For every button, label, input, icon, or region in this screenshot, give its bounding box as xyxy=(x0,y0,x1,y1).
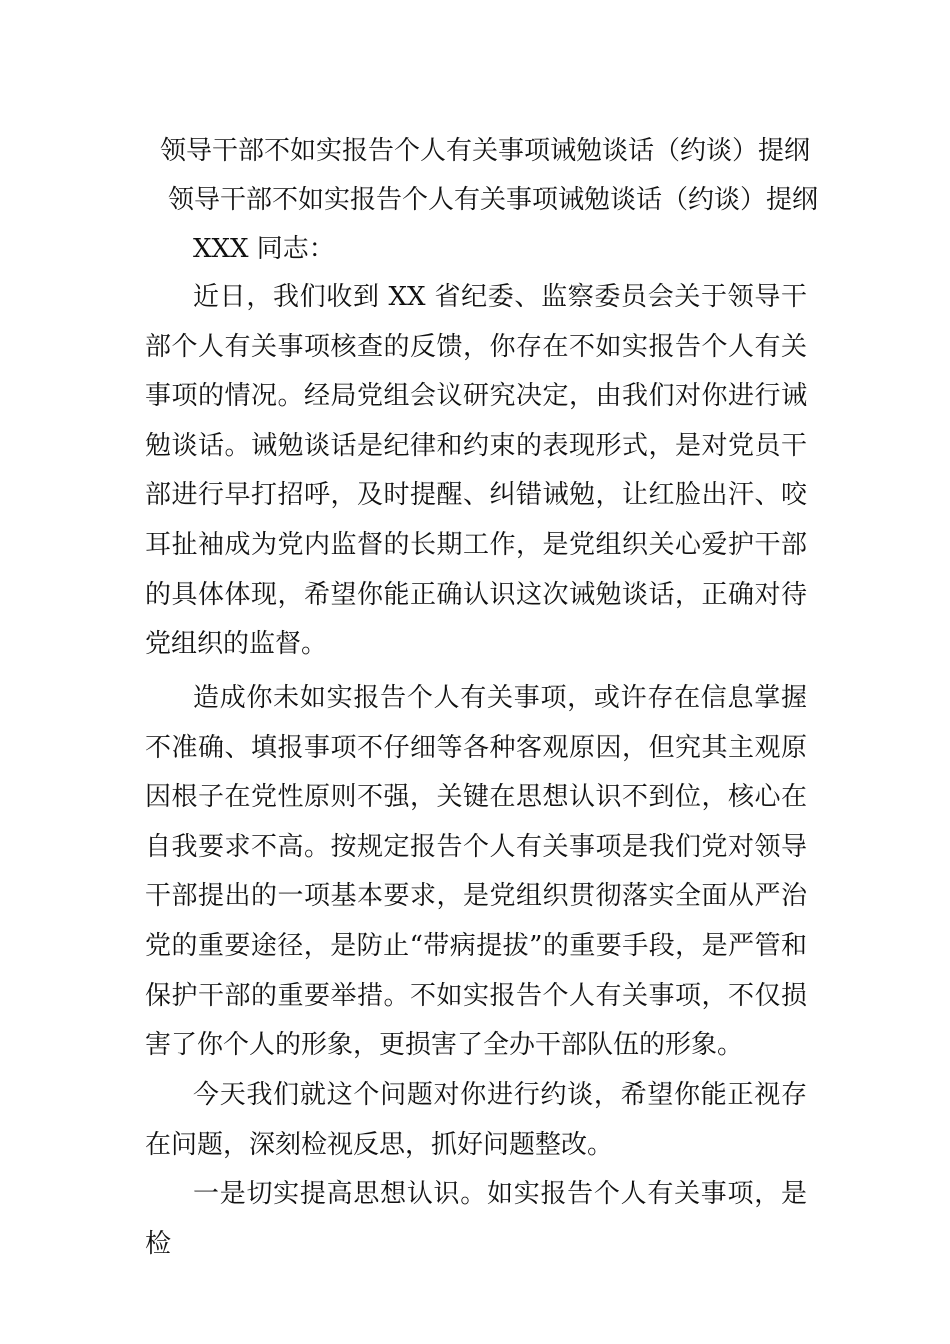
paragraph-causes: 造成你未如实报告个人有关事项，或许存在信息掌握不准确、填报事项不仔细等各种客观原因，但究其主观原因根子在党性原则不强，关键在思想认识不到位，核心在自我要求不高。按规定报告个人有关事项是我们党对领导干部提出的一项基本要求，是党组织贯彻落实全面从严治党的重要途径，是防止“带病提拔”的重要手段，是严管和保护干部的重要举措。不如实报告个人有关事项，不仅损害了你个人的形象，更损害了全办干部队伍的形象。 xyxy=(145,683,807,1061)
document-title: 领导干部不如实报告个人有关事项诫勉谈话（约谈）提纲 xyxy=(160,136,811,166)
paragraph-feedback: 近日，我们收到 XX 省纪委、监察委员会关于领导干部个人有关事项核查的反馈，你存在不如实报告个人有关事项的情况。经局党组会议研究决定，由我们对你进行诫勉谈话。诫勉谈话是纪律和约束的表现形式，是对党员干部进行早打招呼，及时提醒、纠错诫勉，让红脸出汗、咬耳扯袖成为党内监督的长期工作，是党组织关心爱护干部的具体体现，希望你能正确认识这次诫勉谈话，正确对待党组织的监督。 xyxy=(145,282,807,660)
document-title-repeat: 领导干部不如实报告个人有关事项诫勉谈话（约谈）提纲 xyxy=(168,185,819,215)
paragraph-interview: 今天我们就这个问题对你进行约谈，希望你能正视存在问题，深刻检视反思，抓好问题整改。 xyxy=(145,1080,807,1160)
paragraph-point-one: 一是切实提高思想认识。如实报告个人有关事项，是检 xyxy=(145,1179,807,1259)
salutation: XXX 同志： xyxy=(193,234,335,264)
